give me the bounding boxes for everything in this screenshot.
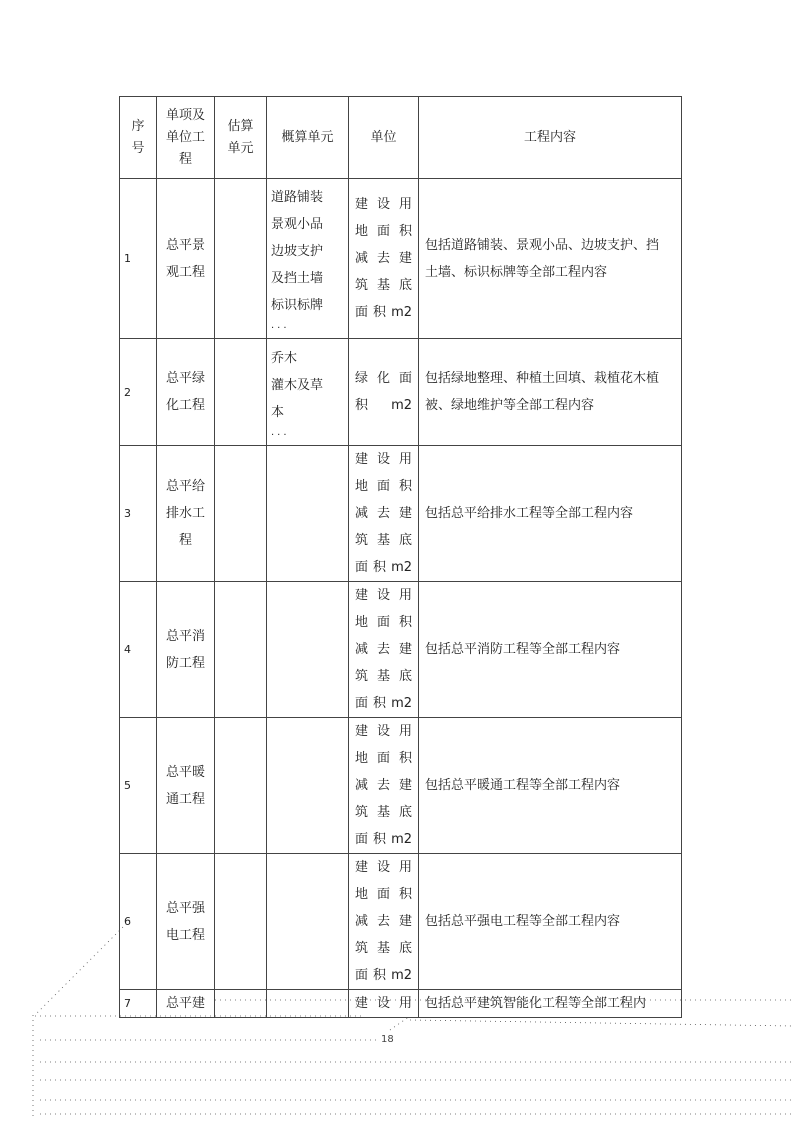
item-line: 总平景 [165,237,205,253]
item-line: 总平消 [165,628,205,644]
table-row [120,990,682,1018]
cell-content [419,582,682,718]
cell-seq: 4 [120,582,157,718]
unit-line: 建设用 [355,452,412,467]
header-item: 单项及 单位工 程 [157,97,215,179]
cell-unit [349,179,419,339]
unit-line: 面积m2 [355,560,412,575]
cell-estimate [215,718,267,854]
cell-budget [267,990,349,1018]
cell-content [419,990,682,1018]
cell-item [157,339,215,446]
content-line: 包括总平给排水工程等全部工程内容 [425,506,634,521]
item-line: 化工程 [165,398,205,413]
budget-line: 边坡支护 [271,244,324,259]
unit-line: 面积m2 [355,968,412,983]
cell-unit [349,718,419,854]
cell-content [419,179,682,339]
cell-item [157,179,215,339]
cell-item [157,718,215,854]
unit-line: 筑基底 [355,941,412,956]
content-line: 包括道路铺装、景观小品、边坡支护、挡 [425,237,660,253]
unit-line: 地面积 [355,615,412,630]
unit-line: 建设用 [355,588,412,603]
cell-estimate [215,854,267,990]
unit-line: 地面积 [355,224,412,239]
item-line: 电工程 [165,927,205,943]
item-line: 防工程 [165,655,205,671]
item-line: 总平建 [165,996,205,1011]
header-seq: 序 号 [120,97,157,179]
header-estimate: 估算 单元 [215,97,267,179]
item-line: 程 [178,533,192,548]
cell-unit [349,339,419,446]
unit-line: 筑基底 [355,533,412,548]
budget-line: 乔木 [271,350,298,366]
table-row [120,582,682,718]
unit-line: 地面积 [355,479,412,494]
table-header-row [120,97,682,179]
unit-line: 积m2 [355,398,412,413]
budget-line: ... [271,426,290,438]
unit-line: 减去建 [355,642,412,657]
content-line: 包括总平暖通工程等全部工程内容 [425,778,621,793]
unit-line: 绿化面 [355,371,412,386]
item-line: 观工程 [165,264,205,280]
budget-line: 及挡土墙 [271,271,324,286]
dotted-row-line-3 [410,1020,793,1026]
content-line: 包括总平消防工程等全部工程内容 [425,642,621,657]
budget-line: 景观小品 [271,217,324,232]
unit-line: 减去建 [355,778,412,793]
dotted-connector [390,1016,410,1030]
item-line: 通工程 [165,791,205,807]
cell-seq: 5 [120,718,157,854]
unit-line: 建设用 [355,860,412,875]
unit-line: 筑基底 [355,669,412,684]
item-line: 排水工 [165,506,205,521]
table-row [120,179,682,339]
cell-budget [267,179,349,339]
cell-content [419,718,682,854]
cell-content [419,339,682,446]
dotted-diagonal-line [35,920,130,1015]
table-row [120,339,682,446]
cell-budget [267,582,349,718]
table-row [120,446,682,582]
unit-line: 地面积 [355,751,412,766]
unit-line: 筑基底 [355,805,412,820]
unit-line: 面积m2 [355,696,412,711]
table-row [120,854,682,990]
cell-unit [349,582,419,718]
unit-line: 建设用 [355,996,412,1011]
item-line: 总平绿 [165,371,205,386]
item-line: 总平暖 [165,764,205,780]
cell-unit [349,854,419,990]
unit-line: 减去建 [355,506,412,521]
cell-budget [267,854,349,990]
budget-line: 道路铺装 [271,190,324,205]
unit-line: 减去建 [355,251,412,266]
unit-line: 建设用 [355,724,412,739]
cell-budget [267,718,349,854]
cell-seq: 7 [120,990,157,1018]
cell-estimate [215,446,267,582]
cell-item [157,854,215,990]
table-row [120,718,682,854]
cell-item [157,446,215,582]
unit-line: 地面积 [355,887,412,902]
unit-line: 减去建 [355,914,412,929]
cell-estimate [215,339,267,446]
content-line: 包括绿地整理、种植土回填、栽植花木植 [425,371,660,386]
cell-seq: 1 [120,179,157,339]
cell-content [419,446,682,582]
engineering-scope-table [119,96,682,1018]
header-budget: 概算单元 [267,97,349,179]
cell-item [157,582,215,718]
cell-seq: 2 [120,339,157,446]
cell-seq: 3 [120,446,157,582]
content-line: 包括总平建筑智能化工程等全部工程内 [425,996,647,1011]
unit-line: 面积m2 [355,832,412,847]
page-number: 18 [381,1034,394,1045]
cell-budget [267,339,349,446]
cell-unit [349,446,419,582]
unit-line: 筑基底 [355,278,412,293]
budget-line: ... [271,320,290,331]
content-line: 土墙、标识标牌等全部工程内容 [425,264,608,280]
item-line: 总平强 [165,900,205,916]
item-line: 总平给 [165,479,205,494]
content-line: 被、绿地维护等全部工程内容 [425,398,595,413]
cell-seq: 6 [120,854,157,990]
cell-unit [349,990,419,1018]
cell-item [157,990,215,1018]
budget-line: 标识标牌 [271,298,324,313]
table-body [120,179,682,1018]
cell-estimate [215,990,267,1018]
cell-estimate [215,179,267,339]
cell-estimate [215,582,267,718]
cell-content [419,854,682,990]
unit-line: 建设用 [355,197,412,212]
header-unit: 单位 [349,97,419,179]
content-line: 包括总平强电工程等全部工程内容 [425,914,621,929]
header-content: 工程内容 [419,97,682,179]
unit-line: 面积m2 [355,305,412,320]
budget-line: 本 [271,404,285,420]
cell-budget [267,446,349,582]
budget-line: 灌木及草 [271,377,324,393]
